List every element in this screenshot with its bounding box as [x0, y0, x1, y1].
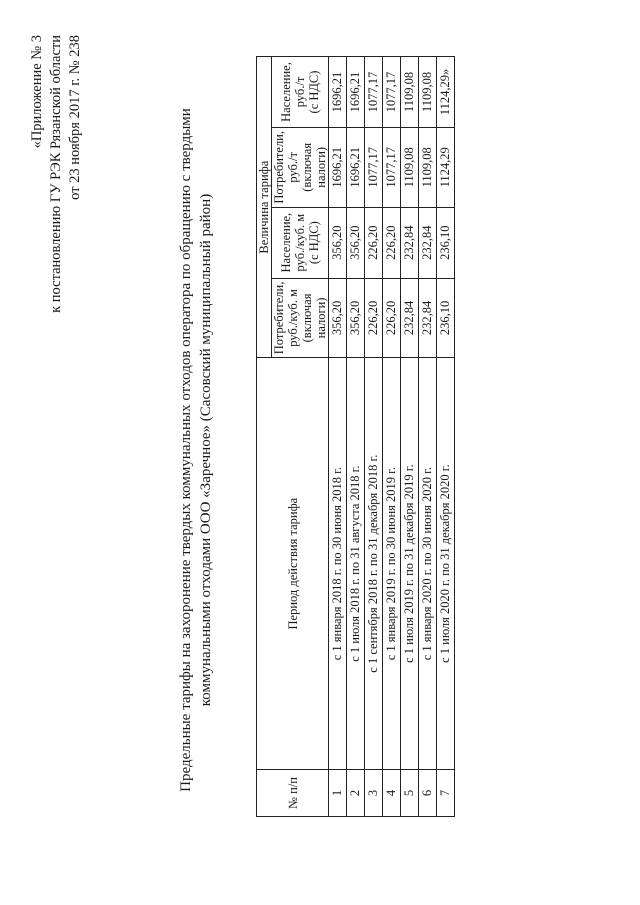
row-population-t: 1077,17 — [383, 57, 401, 128]
row-consumers-t: 1696,21 — [329, 128, 347, 208]
table-row — [437, 57, 455, 817]
row-period: с 1 сентября 2018 г. по 31 декабря 2018 г. — [365, 358, 383, 770]
header-tariff-value: Величина тарифа — [257, 57, 272, 358]
row-population-m3: 226,20 — [383, 207, 401, 278]
header-number: № п/п — [257, 770, 329, 817]
row-consumers-m3: 236,10 — [437, 278, 455, 358]
row-consumers-t: 1109,08 — [401, 128, 419, 208]
header-population-t: Население, руб./т (с НДС) — [272, 57, 329, 128]
row-population-m3: 356,20 — [347, 207, 365, 278]
title-line-1: Предельные тарифы на захоронение твердых коммунальных отходов оператора по обращению с твердыми — [178, 108, 194, 792]
table-row — [365, 57, 383, 817]
row-population-m3: 232,84 — [401, 207, 419, 278]
row-consumers-t: 1696,21 — [347, 128, 365, 208]
row-population-t: 1077,17 — [365, 57, 383, 128]
row-period: с 1 января 2020 г. по 30 июня 2020 г. — [419, 358, 437, 770]
row-consumers-t: 1124,29 — [437, 128, 455, 208]
row-number: 1 — [329, 770, 347, 817]
row-population-m3: 232,84 — [419, 207, 437, 278]
row-consumers-m3: 232,84 — [419, 278, 437, 358]
row-number: 3 — [365, 770, 383, 817]
header-consumers-t: Потребители, руб./т (включая налоги) — [272, 128, 329, 208]
row-period: с 1 июля 2020 г. по 31 декабря 2020 г. — [437, 358, 455, 770]
header-population-m3: Население, руб./куб. м (с НДС) — [272, 207, 329, 278]
table-row — [383, 57, 401, 817]
row-consumers-m3: 356,20 — [329, 278, 347, 358]
row-number: 4 — [383, 770, 401, 817]
row-population-m3: 236,10 — [437, 207, 455, 278]
row-population-t: 1696,21 — [347, 57, 365, 128]
appendix-header — [28, 35, 85, 415]
row-number: 5 — [401, 770, 419, 817]
row-consumers-m3: 226,20 — [365, 278, 383, 358]
row-consumers-t: 1109,08 — [419, 128, 437, 208]
row-number: 2 — [347, 770, 365, 817]
row-consumers-m3: 232,84 — [401, 278, 419, 358]
row-population-m3: 356,20 — [329, 207, 347, 278]
appendix-line-2: к постановлению ГУ РЭК Рязанской области — [48, 35, 64, 313]
row-number: 7 — [437, 770, 455, 817]
row-number: 6 — [419, 770, 437, 817]
header-consumers-m3: Потребители, руб./куб. м (включая налоги) — [272, 278, 329, 358]
row-period: с 1 июля 2019 г. по 31 декабря 2019 г. — [401, 358, 419, 770]
row-period: с 1 июля 2018 г. по 31 августа 2018 г. — [347, 358, 365, 770]
row-population-t: 1124,29» — [437, 57, 455, 128]
appendix-line-3: от 23 ноября 2017 г. № 238 — [67, 35, 83, 200]
table-row — [329, 57, 347, 817]
header-period: Период действия тарифа — [257, 358, 329, 770]
row-consumers-m3: 356,20 — [347, 278, 365, 358]
row-population-t: 1109,08 — [419, 57, 437, 128]
tariff-table — [256, 56, 455, 817]
appendix-line-1: «Приложение № 3 — [29, 35, 45, 149]
row-consumers-t: 1077,17 — [365, 128, 383, 208]
row-population-t: 1109,08 — [401, 57, 419, 128]
table-row — [347, 57, 365, 817]
row-population-m3: 226,20 — [365, 207, 383, 278]
row-period: с 1 января 2018 г. по 30 июня 2018 г. — [329, 358, 347, 770]
row-consumers-m3: 226,20 — [383, 278, 401, 358]
table-row — [401, 57, 419, 817]
row-consumers-t: 1077,17 — [383, 128, 401, 208]
row-period: с 1 января 2019 г. по 30 июня 2019 г. — [383, 358, 401, 770]
document-title — [176, 55, 216, 845]
title-line-2: коммунальными отходами ООО «Заречное» (Сасовский муниципальный район) — [198, 193, 214, 707]
row-population-t: 1696,21 — [329, 57, 347, 128]
table-row — [419, 57, 437, 817]
